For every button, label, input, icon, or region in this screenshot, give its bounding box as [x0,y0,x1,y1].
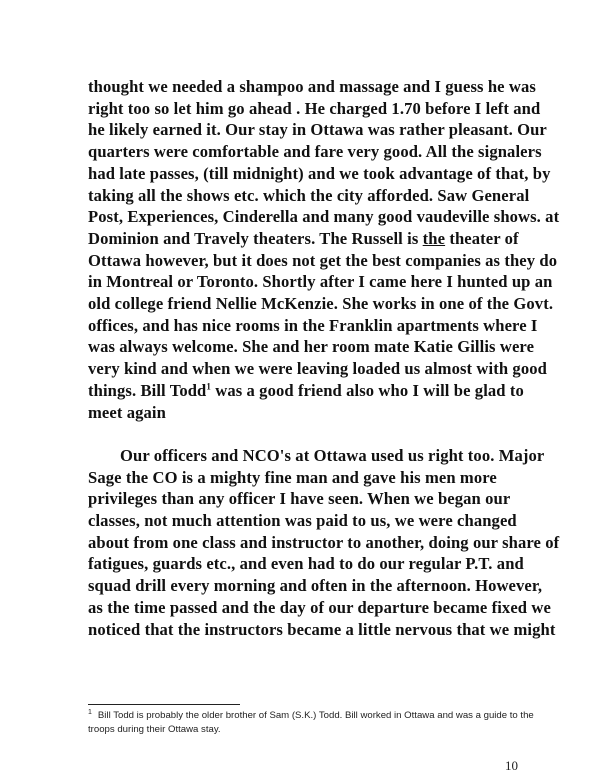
footnote-divider [88,704,240,705]
footnote-reference: 1 [206,381,211,392]
footnote [88,709,558,736]
paragraph-1-part-3: was a good friend also who I will be glad to meet again [88,380,524,422]
footnote-marker: 1 [88,708,92,716]
paragraph-1-part-2: theater of Ottawa however, but it does not get the best companies as they do in Montreal or Toronto. Shortly after I came here I hunted up an old college friend Nellie McKenzie. She works in one of the Govt. offices, and has nice rooms in the Franklin apartments where I was always welcome. She and her room mate Katie Gillis were very kind and when we were leaving loaded us almost with good things. Bill Todd [88,228,558,400]
body-text [88,76,560,640]
underlined-word: the [422,228,446,248]
footnote-text: Bill Todd is probably the older brother of Sam (S.K.) Todd. Bill worked in Ottawa and was a guide to the troops during their Ottawa stay. [88,710,534,735]
paragraph-1-part-1: thought we needed a shampoo and massage and I guess he was right too so let him go ahead . He charged 1.70 before I left and he likely earned it. Our stay in Ottawa was rather pleasant. Our quarters were comfortable and fare very good. All the signalers had late passes, (till midnight) and we took advantage of that, by taking all the shows etc. which the city afforded. Saw General Post, Experiences, Cinderella and many good vaudeville shows. at Dominion and Travely theaters. The Russell is [88,77,560,248]
paragraph-1 [88,76,560,423]
page-number: 10 [505,758,518,773]
paragraph-2: Our officers and NCO's at Ottawa used us right too. Major Sage the CO is a mighty fine man and gave his men more privileges than any officer I have seen. When we began our classes, not much attention was paid to us, we were changed about from one class and instructor to another, doing our share of fatigues, guards etc., and even had to do our regular P.T. and squad drill every morning and often in the afternoon. However, as the time passed and the day of our departure became fixed we noticed that the instructors became a little nervous that we might [88,445,560,639]
